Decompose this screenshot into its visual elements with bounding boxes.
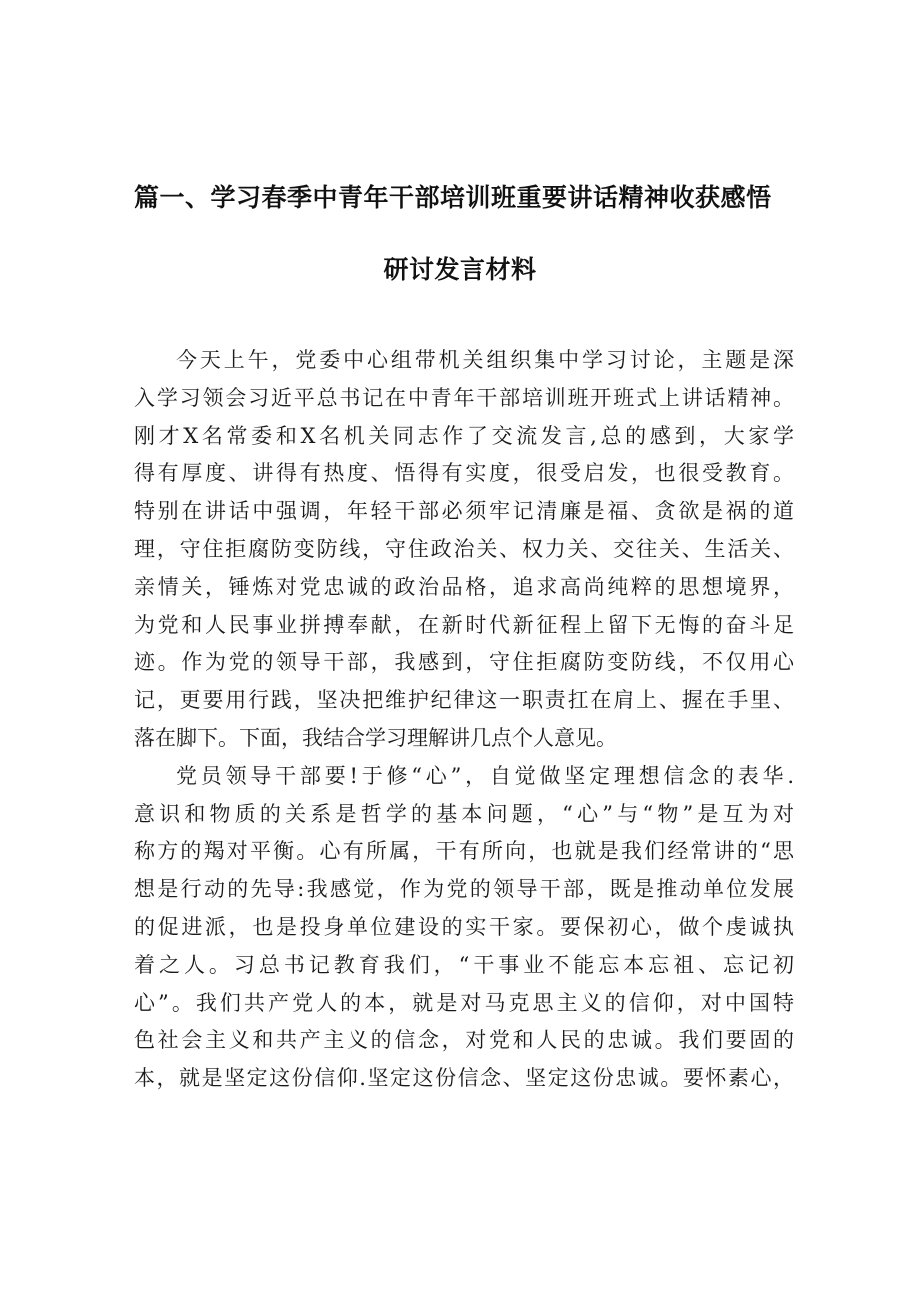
paragraph-line: 的促进派，也是投身单位建设的实干家。要保初心，做个虔诚执 (134, 914, 794, 939)
paragraph-line: 本，就是坚定这份信仰.坚定这份信念、坚定这份忠诚。要怀素心， (134, 1066, 794, 1091)
document-title-line-2: 研讨发言材料 (383, 255, 537, 284)
paragraph-line: 想是行动的先导:我感觉，作为党的领导干部，既是推动单位发展 (134, 877, 794, 902)
paragraph-line: 刚才X名常委和X名机关同志作了交流发言,总的感到，大家学 (134, 423, 794, 448)
paragraph-2 (134, 758, 794, 1098)
paragraph-line: 迹。作为党的领导干部，我感到，守住拒腐防变防线，不仅用心 (134, 650, 794, 675)
paragraph-line: 着之人。习总书记教育我们，“干事业不能忘本忘祖、忘记初 (134, 952, 794, 977)
paragraph-line: 为党和人民事业拼搏奉献，在新时代新征程上留下无悔的奋斗足 (134, 612, 794, 637)
paragraph-line: 色社会主义和共产主义的信念，对党和人民的忠诚。我们要固的 (134, 1028, 794, 1053)
paragraph-line: 心”。我们共产党人的本，就是对马克思主义的信仰，对中国特 (134, 990, 794, 1015)
paragraph-line: 特别在讲话中强调，年轻干部必须牢记清廉是福、贪欲是祸的道 (134, 499, 794, 524)
paragraph-line: 党员领导干部要!于修“心”，自觉做坚定理想信念的表华. (176, 763, 794, 788)
paragraph-line: 称方的羯对平衡。心有所属，干有所向，也就是我们经常讲的“思 (134, 839, 794, 864)
paragraph-line: 今天上午，党委中心组带机关组织集中学习讨论，主题是深 (176, 348, 794, 372)
paragraph-line: 亲情关，锤炼对党忠诚的政治品格，追求高尚纯粹的思想境界， (134, 574, 794, 599)
paragraph-line: 得有厚度、讲得有热度、悟得有实度，很受启发，也很受教育。 (134, 461, 794, 486)
paragraph-line: 理，守住拒腐防变防线，守住政治关、权力关、交往关、生活关、 (134, 536, 794, 561)
paragraph-line: 记，更要用行践，坚决把维护纪律这一职责扛在肩上、握在手里、 (134, 688, 794, 713)
paragraph-line: 入学习领会习近平总书记在中青年干部培训班开班式上讲话精神。 (134, 385, 794, 410)
document-body (134, 342, 794, 1098)
paragraph-line: 落在脚下。下面，我结合学习理解讲几点个人意见。 (134, 725, 617, 750)
paragraph-1 (134, 342, 794, 758)
paragraph-line: 意识和物质的关系是哲学的基本问题，“心”与“物”是互为对 (134, 801, 794, 826)
document-title-line-1: 篇一、学习春季中青年干部培训班重要讲话精神收获感悟 (134, 183, 772, 212)
